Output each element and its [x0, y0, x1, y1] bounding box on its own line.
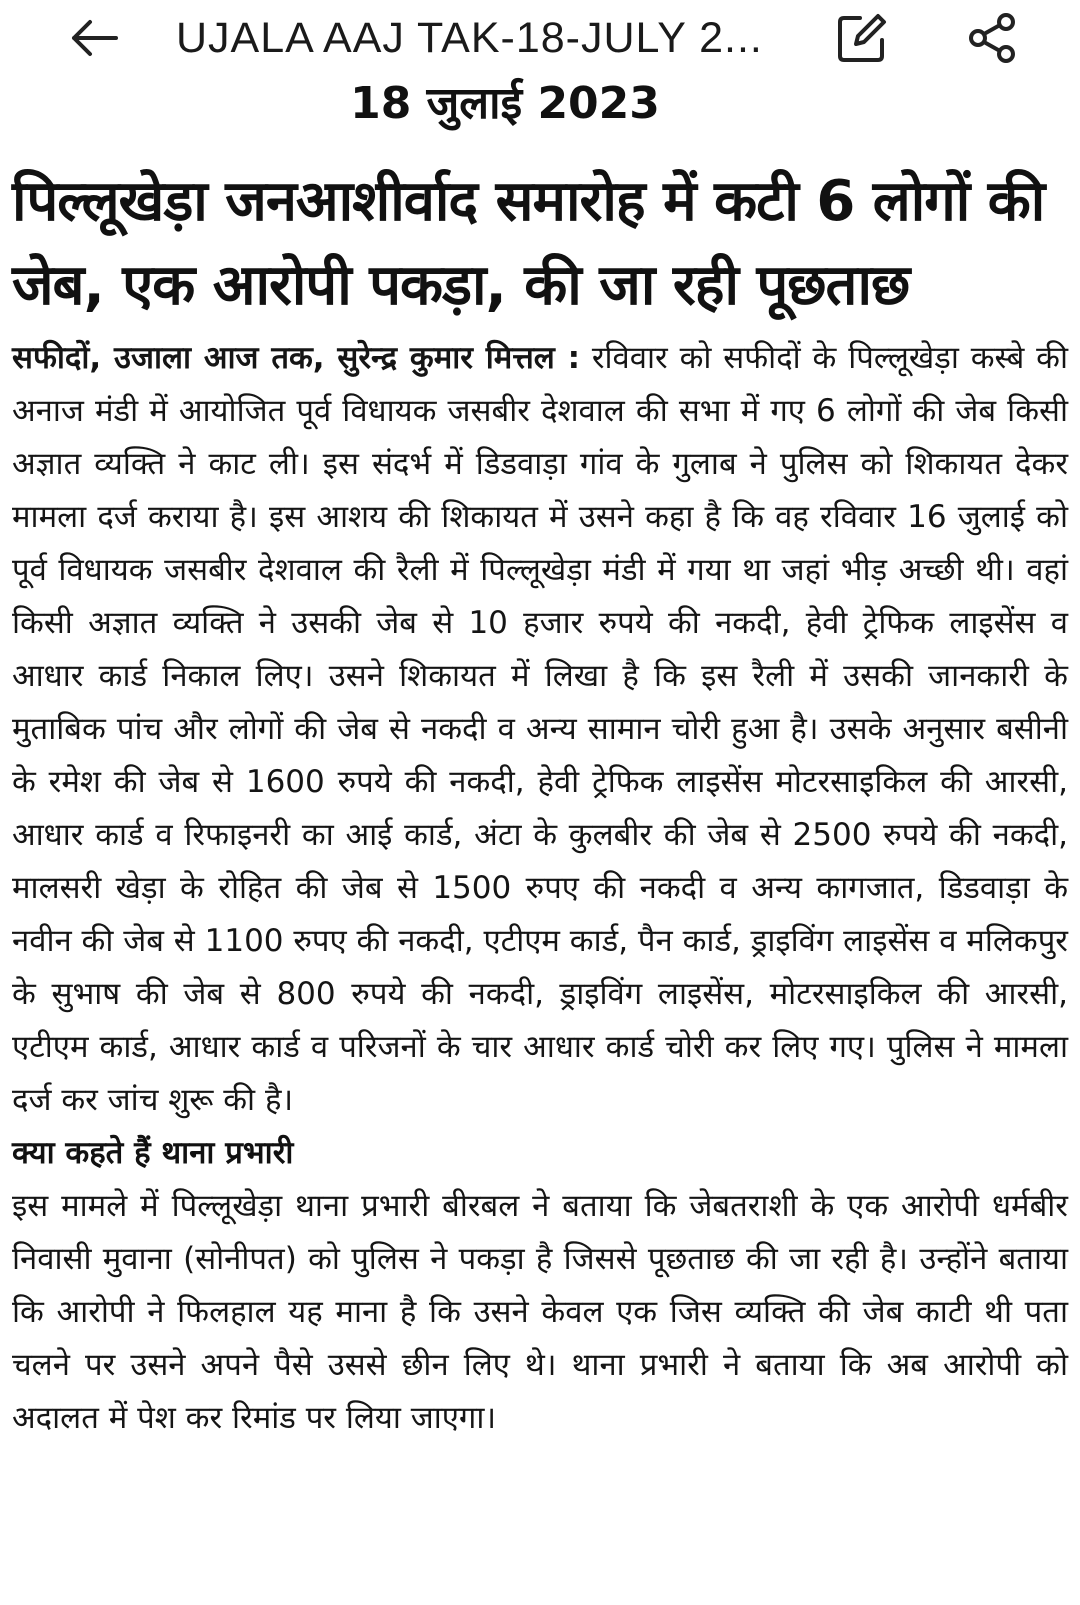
edit-square-icon	[836, 12, 888, 64]
issue-date: 18 जुलाई 2023	[350, 78, 660, 129]
article-body-second: इस मामले में पिल्लूखेड़ा थाना प्रभारी बीरबल ने बताया कि जेबतराशी के एक आरोपी धर्मबीर निवासी मुवाना (सोनीपत) को पुलिस ने पकड़ा है जिससे पूछताछ की जा रही है। उन्होंने बताया कि आरोपी ने फिलहाल यह माना है कि उसने केवल एक जिस व्यक्ति की जेब काटी थी पता चलने पर उसने अपने पैसे उससे छीन लिए थे। थाना प्रभारी ने बताया कि अब आरोपी को अदालत में पेश कर रिमांड पर लिया जाएगा।	[12, 1188, 1068, 1436]
article-body-text: रविवार को सफीदों के पिल्लूखेड़ा कस्बे की अनाज मंडी में आयोजित पूर्व विधायक जसबीर देशवाल की सभा में गए 6 लोगों की जेब किसी अज्ञात व्यक्ति ने काट ली। इस संदर्भ में डिडवाड़ा गांव के गुलाब ने पुलिस को शिकायत देकर मामला दर्ज कराया है। इस आशय की शिकायत में उसने कहा है कि वह रविवार 16 जुलाई को पूर्व विधायक जसबीर देशवाल की रैली में पिल्लूखेड़ा मंडी में गया था जहां भीड़ अच्छी थी। वहां किसी अज्ञात व्यक्ति ने उसकी जेब से 10 हजार रुपये की नकदी, हेवी ट्रेफिक लाइसेंस व आधार कार्ड निकाल लिए। उसने शिकायत में लिखा है कि इस रैली में उसकी जानकारी के मुताबिक पांच और लोगों की जेब से नकदी व अन्य सामान चोरी हुआ है। उसके अनुसार बसीनी के रमेश की जेब से 1600 रुपये की नकदी, हेवी ट्रेफिक लाइसेंस मोटरसाइकिल की आरसी, आधार कार्ड व रिफाइनरी का आई कार्ड, अंटा के कुलबीर की जेब से 2500 रुपये की नकदी, मालसरी खेड़ा के रोहित की जेब से 1500 रुपए की नकदी व अन्य कागजात, डिडवाड़ा के नवीन की जेब से 1100 रुपए की नकदी, एटीएम कार्ड, पैन कार्ड, ड्राइविंग लाइसेंस व मलिकपुर के सुभाष की जेब से 800 रुपये की नकदी, ड्राइविंग लाइसेंस, मोटरसाइकिल की आरसी, एटीएम कार्ड, आधार कार्ड व परिजनों के चार आधार कार्ड चोरी कर लिए गए। पुलिस ने मामला दर्ज कर जांच शुरू की है।	[12, 340, 1068, 1118]
back-button[interactable]	[64, 8, 124, 68]
article-subheading: क्या कहते हैं थाना प्रभारी	[12, 1135, 294, 1171]
edit-button[interactable]	[832, 8, 892, 68]
share-icon	[966, 12, 1018, 64]
article-body	[12, 332, 1068, 1127]
arrow-left-icon	[66, 10, 122, 66]
top-app-bar	[0, 0, 1080, 72]
share-button[interactable]	[962, 8, 1022, 68]
document-title: UJALA AAJ TAK-18-JULY 2...	[176, 14, 763, 62]
article-content	[12, 160, 1068, 1445]
article-byline: सफीदों, उजाला आज तक, सुरेन्द्र कुमार मित्तल :	[12, 340, 580, 376]
article-headline: पिल्लूखेड़ा जनआशीर्वाद समारोह में कटी 6 लोगों की जेब, एक आरोपी पकड़ा, की जा रही पूछताछ	[12, 169, 1045, 318]
